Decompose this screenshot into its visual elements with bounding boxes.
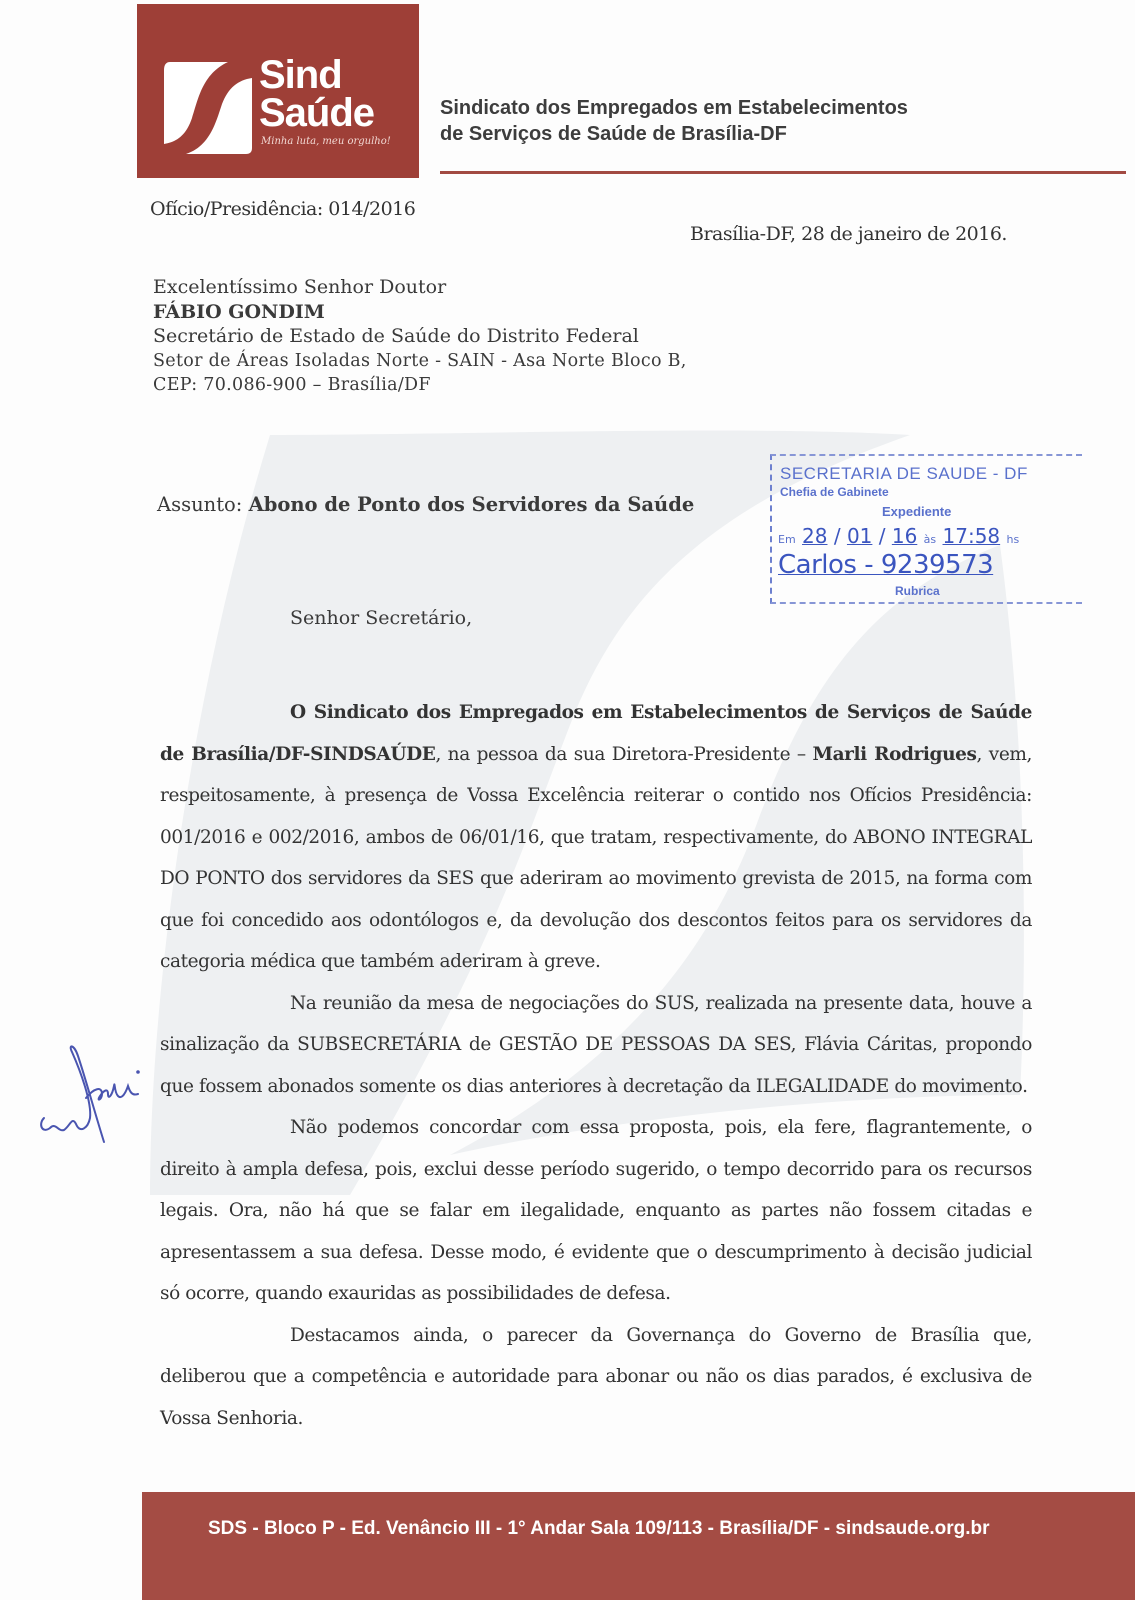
stamp-hs-label: hs (1006, 533, 1020, 546)
p1-text-2: , vem, respeitosamente, à presença de Vossa Excelência reiterar o contido nos Ofícios Presidência: 001/2016 e 002/2016, ambos de 06/01/16, que tratam, respectivamente, do ABONO INTEGRAL DO PONTO dos servidores da SES que aderiram ao movimento grevista de 2015, na forma com que foi concedido aos odontólogos e, da devolução dos descontos feitos para os servidores da categoria médica que também aderiram à greve. (160, 743, 1032, 972)
stamp-month: 01 (846, 524, 873, 548)
footer-address: SDS - Bloco P - Ed. Venâncio III - 1° Andar Sala 109/113 - Brasília/DF - sindsaude.org.br (208, 1518, 990, 1539)
stamp-section: Expediente (882, 504, 952, 519)
stamp-subtitle: Chefia de Gabinete (780, 485, 889, 499)
stamp-rubric-label: Rubrica (895, 584, 940, 598)
p1-bold-organization: O Sindicato dos Empregados em Estabelecimentos de Serviços de Saúde de Brasília/DF-SINDSAÚDE (160, 702, 1032, 765)
salutation: Senhor Secretário, (290, 607, 473, 629)
stamp-as-label: às (923, 533, 937, 546)
addressee-address-line-2: CEP: 70.086-900 – Brasília/DF (153, 375, 431, 395)
stamp-year: 16 (891, 524, 918, 548)
addressee-name: FÁBIO GONDIM (153, 300, 325, 323)
document-date: Brasília-DF, 28 de janeiro de 2016. (690, 223, 1007, 245)
sindsaude-logo (137, 4, 419, 178)
logo-swoosh-icon (162, 60, 254, 156)
organization-name (440, 95, 908, 147)
addressee-role: Secretário de Estado de Saúde do Distrito Federal (153, 325, 639, 347)
stamp-handwritten-signature: Carlos - 9239573 (778, 550, 994, 580)
subject-label: Assunto: (157, 493, 243, 516)
subject-line (157, 493, 694, 516)
p1-text-1: , na pessoa da sua Diretora-Presidente – (435, 743, 813, 765)
stamp-date-time: Em 28 / 01 / 16 às 17:58 hs (778, 524, 1020, 548)
stamp-em-label: Em (778, 533, 796, 546)
p1-bold-president: Marli Rodrigues (812, 743, 977, 765)
org-name-line-2: de Serviços de Saúde de Brasília-DF (440, 123, 787, 145)
paragraph-2: Na reunião da mesa de negociações do SUS, realizada na presente data, houve a sinalização da SUBSECRETÁRIA de GESTÃO DE PESSOAS DA SES, Flávia Cáritas, propondo que fossem abonados somente os dias anteriores à decretação da ILEGALIDADE do movimento. (160, 992, 1032, 1097)
margin-signature-icon (30, 1030, 160, 1155)
logo-slogan: Minha luta, meu orgulho! (261, 136, 391, 147)
addressee-block (153, 275, 687, 398)
stamp-day: 28 (802, 524, 828, 548)
logo-text-saude: Saúde (259, 91, 375, 135)
stamp-time: 17:58 (942, 524, 1001, 548)
addressee-title: Excelentíssimo Senhor Doutor (153, 276, 447, 298)
paragraph-1 (160, 692, 1032, 983)
subject-text: Abono de Ponto dos Servidores da Saúde (248, 493, 695, 516)
letter-body (160, 692, 1032, 1439)
footer-bar (142, 1492, 1135, 1600)
receipt-stamp (770, 454, 1090, 609)
stamp-title: SECRETARIA DE SAUDE - DF (780, 464, 1028, 483)
document-reference: Ofício/Presidência: 014/2016 (150, 198, 416, 220)
logo-text-sind: Sind (259, 53, 342, 97)
addressee-address-line-1: Setor de Áreas Isoladas Norte - SAIN - Asa Norte Bloco B, (153, 350, 687, 371)
paragraph-4: Destacamos ainda, o parecer da Governança do Governo de Brasília que, deliberou que a competência e autoridade para abonar ou não os dias parados, é exclusiva de Vossa Senhoria. (160, 1324, 1032, 1429)
org-name-line-1: Sindicato dos Empregados em Estabelecimentos (440, 97, 908, 119)
paragraph-3: Não podemos concordar com essa proposta, pois, ela fere, flagrantemente, o direito à ampla defesa, pois, exclui desse período sugerido, o tempo decorrido para os recursos legais. Ora, não há que se falar em ilegalidade, enquanto as partes não fossem citadas e apresentassem a sua defesa. Desse modo, é evidente que o descumprimento à decisão judicial só ocorre, quando exauridas as possibilidades de defesa. (160, 1117, 1032, 1304)
header-divider (440, 171, 1126, 174)
